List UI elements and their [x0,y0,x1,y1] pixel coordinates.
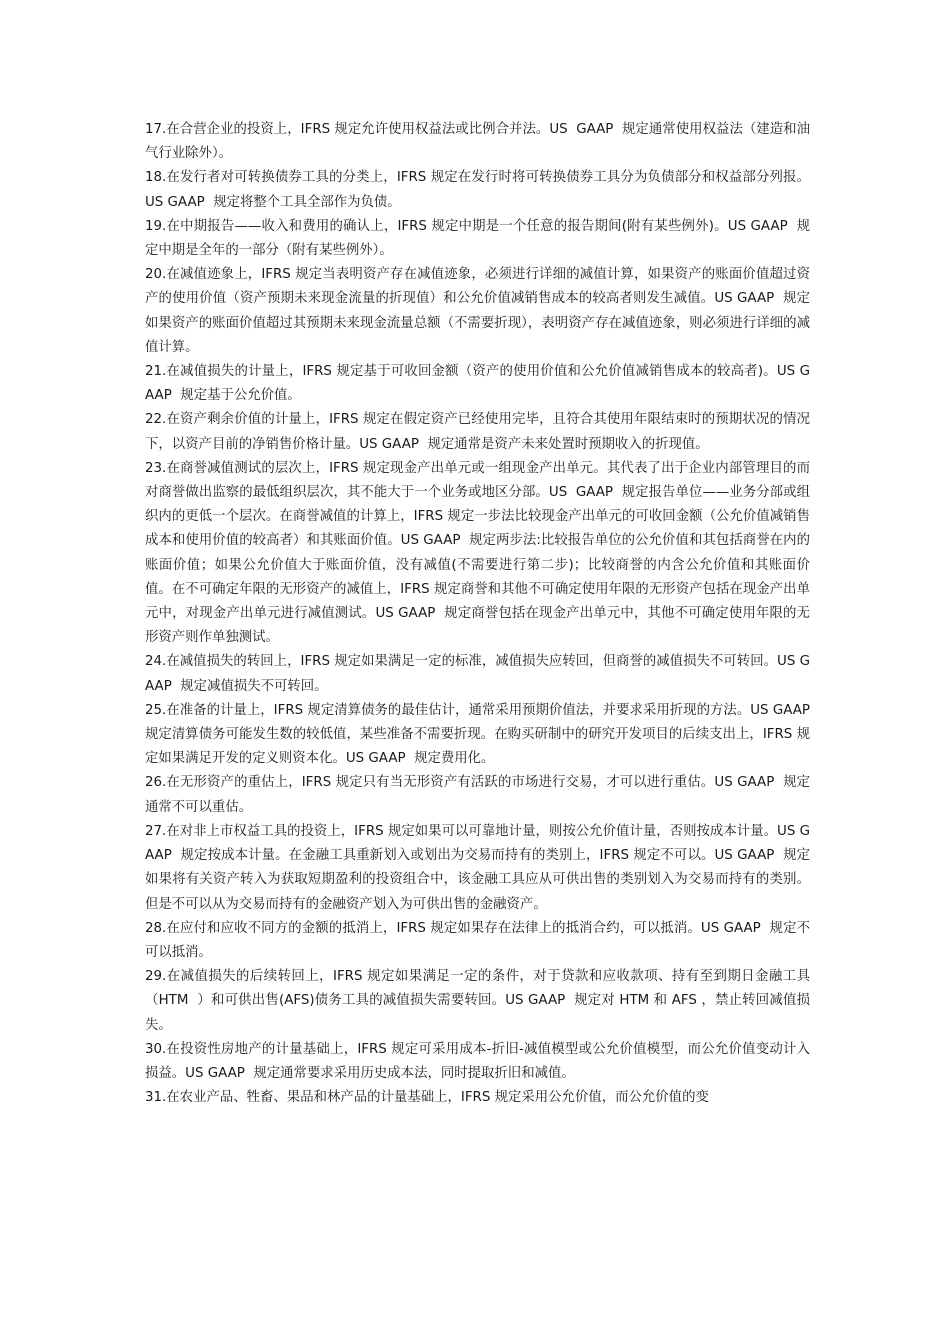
paragraph-24: 24.在减值损失的转回上，IFRS 规定如果满足一定的标准，减值损失应转回，但商誉的减值损失不可转回。US GAAP 规定减值损失不可转回。 [145,654,810,694]
paragraph-25: 25.在准备的计量上，IFRS 规定清算债务的最佳估计，通常采用预期价值法，并要求采用折现的方法。US GAAP 规定清算债务可能发生数的较低值，某些准备不需要折现。在购买研制中的研究开发项目的后续支出上，IFRS 规定如果满足开发的定义则资本化。US GAAP 规定费用化。 [145,702,819,767]
paragraph-26: 26.在无形资产的重估上，IFRS 规定只有当无形资产有活跃的市场进行交易，才可以进行重估。US GAAP 规定通常不可以重估。 [145,775,810,815]
paragraph-31: 31.在农业产品、牲畜、果品和林产品的计量基础上，IFRS 规定采用公允价值，而公允价值的变 [145,1090,709,1106]
paragraph-23: 23.在商誉减值测试的层次上，IFRS 规定现金产出单元或一组现金产出单元。其代表了出于企业内部管理目的而对商誉做出监察的最低组织层次，其不能大于一个业务或地区分部。US GAAP 规定报告单位——业务分部或组织内的更低一个层次。在商誉减值的计算上，IFRS 规定一步法比较现金产出单元的可收回金额（公允价值减销售成本和使用价值的较高者）和其账面价值。US GAAP 规定两步法:比较报告单位的公允价值和其包括商誉在内的账面价值；如果公允价值大于账面价值，没有减值(不需要进行第二步)；比较商誉的内含公允价值和其账面价值。在不可确定年限的无形资产的减值上，IFRS 规定商誉和其他不可确定使用年限的无形资产包括在现金产出单元中，对现金产出单元进行减值测试。US GAAP 规定商誉包括在现金产出单元中，其他不可确定使用年限的无形资产则作单独测试。 [145,460,810,646]
document-body [145,118,819,1110]
paragraph-22: 22.在资产剩余价值的计量上，IFRS 规定在假定资产已经使用完毕，且符合其使用年限结束时的预期状况的情况下，以资产目前的净销售价格计量。US GAAP 规定通常是资产未来处置时预期收入的折现值。 [145,412,810,452]
paragraph-18: 18.在发行者对可转换债券工具的分类上，IFRS 规定在发行时将可转换债券工具分为负债部分和权益部分列报。US GAAP 规定将整个工具全部作为负债。 [145,170,810,210]
paragraph-28: 28.在应付和应收不同方的金额的抵消上，IFRS 规定如果存在法律上的抵消合约，可以抵消。US GAAP 规定不可以抵消。 [145,920,810,960]
paragraph-20: 20.在减值迹象上，IFRS 规定当表明资产存在减值迹象，必须进行详细的减值计算，如果资产的账面价值超过资产的使用价值（资产预期未来现金流量的折现值）和公允价值减销售成本的较高者则发生减值。US GAAP 规定如果资产的账面价值超过其预期未来现金流量总额（不需要折现），表明资产存在减值迹象，则必须进行详细的减值计算。 [145,267,810,355]
paragraph-17: 17.在合营企业的投资上，IFRS 规定允许使用权益法或比例合并法。US GAAP 规定通常使用权益法（建造和油气行业除外）。 [145,122,810,162]
paragraph-21: 21.在减值损失的计量上，IFRS 规定基于可收回金额（资产的使用价值和公允价值减销售成本的较高者)。US GAAP 规定基于公允价值。 [145,364,810,404]
paragraph-27: 27.在对非上市权益工具的投资上，IFRS 规定如果可以可靠地计量，则按公允价值计量，否则按成本计量。US GAAP 规定按成本计量。在金融工具重新划入或划出为交易而持有的类别上，IFRS 规定不可以。US GAAP 规定如果将有关资产转入为获取短期盈利的投资组合中，该金融工具应从可供出售的类别划入为交易而持有的类别。但是不可以从为交易而持有的金融资产划入为可供出售的金融资产。 [145,823,810,912]
paragraph-19: 19.在中期报告——收入和费用的确认上，IFRS 规定中期是一个任意的报告期间(附有某些例外)。US GAAP 规定中期是全年的一部分（附有某些例外）。 [145,218,810,259]
paragraph-30: 30.在投资性房地产的计量基础上，IFRS 规定可采用成本-折旧-减值模型或公允价值模型，而公允价值变动计入损益。US GAAP 规定通常要求采用历史成本法，同时提取折旧和减值。 [145,1041,810,1081]
paragraph-29: 29.在减值损失的后续转回上，IFRS 规定如果满足一定的条件，对于贷款和应收款项、持有至到期日金融工具（HTM ）和可供出售(AFS)债务工具的减值损失需要转回。US GAAP 规定对 HTM 和 AFS ，禁止转回减值损失。 [145,969,810,1033]
